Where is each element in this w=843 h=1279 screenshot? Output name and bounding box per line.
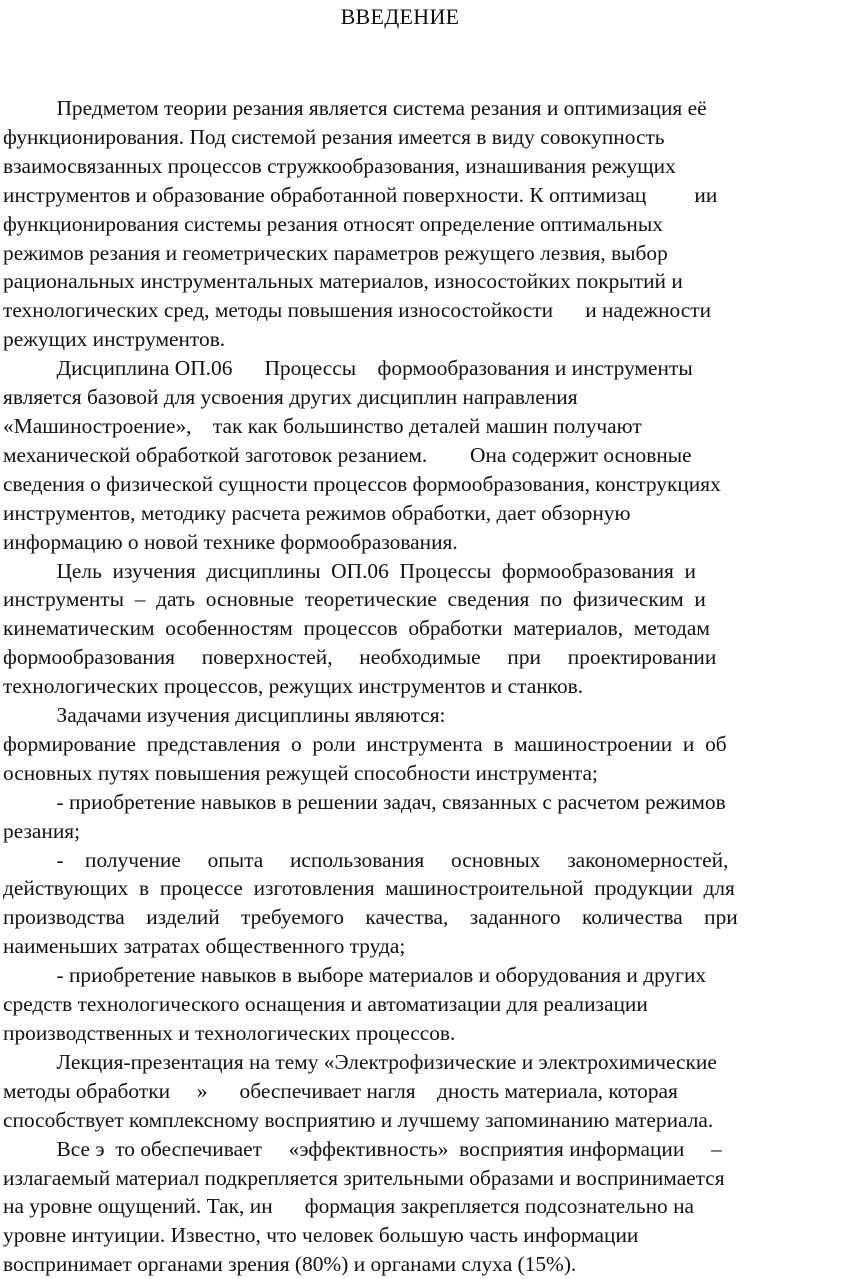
text-line: «Машиностроение», так как большинство деталей машин получают [3, 413, 642, 438]
page-title: ВВЕДЕНИЕ [340, 4, 460, 29]
paragraph [3, 701, 843, 788]
text-line: технологических сред, методы повышения износостойкости и надежности [3, 298, 712, 323]
text-line: Дисциплина ОП.06 Процессы формообразования и инструменты [3, 356, 693, 381]
text-line: - получение опыта использования основных закономерностей, [3, 847, 729, 872]
text-line: воспринимает органами зрения (80%) и органами слуха (15%). [3, 1252, 577, 1277]
text-line: инструментов и образование обработанной поверхности. К оптимизац ии [3, 182, 718, 207]
paragraph [3, 94, 843, 354]
text-line: на уровне ощущений. Так, ин формация закрепляется подсознательно на [3, 1194, 695, 1219]
text-line: производственных и технологических процессов. [3, 1021, 456, 1045]
text-line: способствует комплексному восприятию и лучшему запоминанию материала. [3, 1107, 714, 1132]
text-line: Лекция-презентация на тему «Электрофизические и электрохимические [3, 1049, 717, 1074]
text-line: Задачами изучения дисциплины являются: [3, 703, 446, 728]
text-line: производства изделий требуемого качества, заданного количества при [3, 905, 738, 930]
paragraph [3, 1135, 843, 1279]
text-line: методы обработки » обеспечивает нагля дность материала, которая [3, 1078, 678, 1103]
text-line: средств технологического оснащения и автоматизации для реализации [3, 992, 648, 1017]
text-line: механической обработкой заготовок резанием. Она содержит основные [3, 442, 692, 467]
text-line: уровне интуиции. Известно, что человек большую часть информации [3, 1223, 639, 1248]
text-line: функционирования. Под системой резания имеется в виду совокупность [3, 124, 665, 149]
text-line: - приобретение навыков в решении задач, связанных с расчетом режимов [3, 789, 726, 814]
text-line: является базовой для усвоения других дисциплин направления [3, 385, 578, 410]
text-line: основных путях повышения режущей способности инструмента; [3, 760, 598, 785]
document-body [3, 94, 843, 1279]
text-line: излагаемый материал подкрепляется зрительными образами и воспринимается [3, 1165, 725, 1190]
paragraph [3, 557, 843, 702]
text-line: режимов резания и геометрических параметров режущего лезвия, выбор [3, 240, 668, 265]
text-line: функционирования системы резания относят определение оптимальных [3, 211, 663, 236]
text-line: рациональных инструментальных материалов, износостойких покрытий и [3, 269, 683, 294]
text-line: Предметом теории резания является система резания и оптимизация её [3, 96, 707, 120]
text-line: Цель изучения дисциплины ОП.06 Процессы формообразования и [3, 558, 697, 583]
text-line: резания; [3, 818, 81, 843]
text-line: Все э то обеспечивает «эффективность» восприятия информации – [3, 1136, 722, 1161]
text-line: технологических процессов, режущих инструментов и станков. [3, 674, 584, 699]
text-line: режущих инструментов. [3, 327, 226, 352]
paragraph [3, 354, 843, 556]
text-line: взаимосвязанных процессов стружкообразования, изнашивания режущих [3, 153, 676, 178]
text-line: сведения о физической сущности процессов формообразования, конструкциях [3, 471, 721, 496]
text-line: информацию о новой технике формообразования. [3, 529, 458, 554]
text-line: - приобретение навыков в выборе материалов и оборудования и других [3, 963, 707, 988]
text-line: инструментов, методику расчета режимов обработки, дает обзорную [3, 500, 631, 525]
paragraph [3, 846, 843, 962]
text-line: инструменты – дать основные теоретические сведения по физическим и [3, 587, 706, 612]
paragraph [3, 788, 843, 846]
paragraph [3, 961, 843, 1048]
text-line: кинематическим особенностям процессов обработки материалов, методам [3, 616, 710, 641]
text-line: формирование представления о роли инструмента в машиностроении и об [3, 731, 727, 756]
text-line: формообразования поверхностей, необходимые при проектировании [3, 645, 717, 670]
text-line: действующих в процессе изготовления машиностроительной продукции для [3, 876, 735, 901]
paragraph [3, 1048, 843, 1135]
text-line: наименьших затратах общественного труда; [3, 934, 406, 959]
